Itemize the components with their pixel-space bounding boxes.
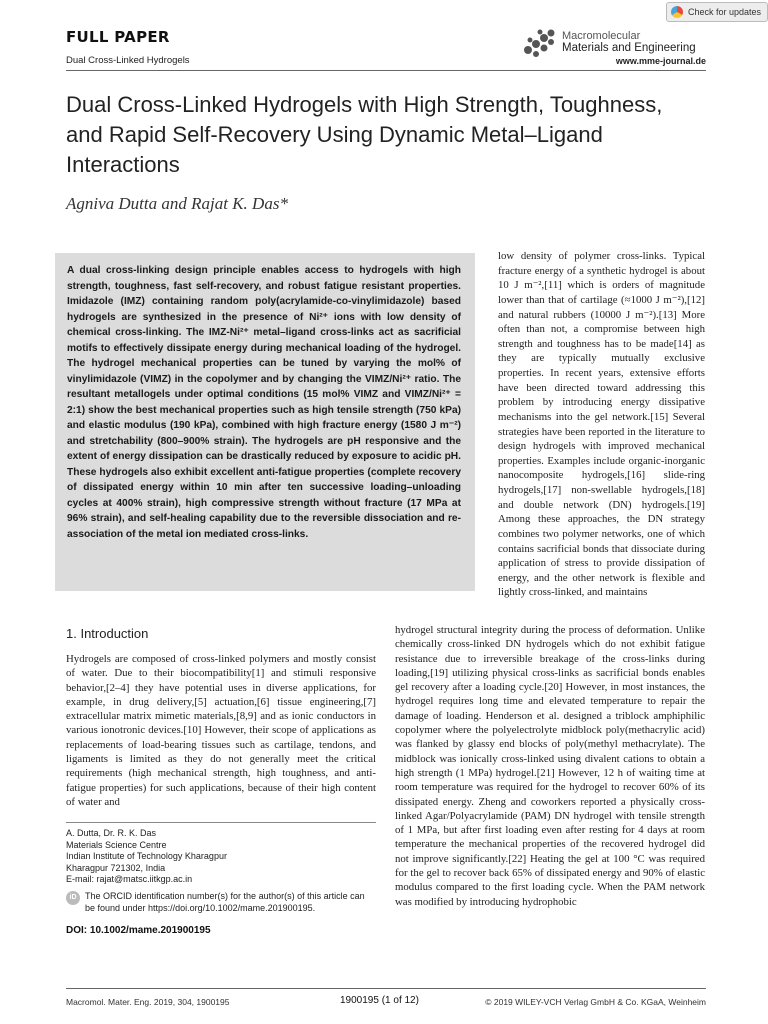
body-paragraph: hydrogel structural integrity during the process of deformation. Unlike chemically cross-linked DN hydrogels which do not exhibit fatigue resistance due to irreversible breakage of the cross-links during loading,[19] utilizing physical cross-links as sacrificial bonds enables gel recovery after a loading cycle.[20] However, in most instances, the hydrogel requires long time and elevated temperature to repair the damage of loading. Henderson et al. designed a triblock amphiphilic copolymer where the polyelectrolyte midblock poly(methacrylic acid) was flanked by glassy end blocks of poly(methyl methacrylate). The midblock was ionically cross-linked using divalent cations to obtain a high strength (1 MPa) hydrogel.[21] However, 12 h of waiting time at room temperature was required for the hydrogel to recover 60% of its dissipated energy. Zheng and coworkers reported a physically cross-linked Agar/Polyacrylamide (PAM) DN hydrogel with tensile strength of 1 MPa, but after first loading even after resting for 4 days at room temperature the mechanical properties of the recovered hydrogel did not improve significantly.[22] Heating the gel at 100 °C was required for the gel to recover back 65% of dissipated energy and 90% of elastic modulus compared to the first loading cycle. When the PAM network was modified by introducing hydrophobic bbox=[395, 624, 705, 908]
check-for-updates-button[interactable] bbox=[666, 2, 768, 22]
affiliation-authors: A. Dutta, Dr. R. K. Das bbox=[66, 828, 157, 838]
check-for-updates-label: Check for updates bbox=[688, 7, 762, 17]
affiliation-dept: Materials Science Centre bbox=[66, 839, 167, 850]
orcid-icon: iD bbox=[66, 891, 80, 905]
body-text-left-column bbox=[66, 652, 376, 809]
article-title: Dual Cross-Linked Hydrogels with High Strength, Toughness, and Rapid Self-Recovery Using Dynamic Metal–Ligand Interactions bbox=[66, 92, 663, 177]
citation-footer: Macromol. Mater. Eng. 2019, 304, 1900195 bbox=[66, 997, 230, 1007]
crossmark-icon bbox=[671, 6, 683, 18]
author-list: Agniva Dutta and Rajat K. Das* bbox=[66, 194, 288, 213]
body-paragraph: low density of polymer cross-links. Typical fracture energy of a synthetic hydrogel is about 10 J m⁻²,[11] which is orders of magnitude lower than that of cartilage (≈1000 J m⁻²),[12] and natural rubbers (10000 J m⁻²).[13] More often than not, a compromise between high strength and toughness has to be made[14] as they are typically mutually exclusive properties. In recent years, extensive efforts have been directed toward addressing this problem by introducing energy dissipative mechanisms into the gel network.[15] Several strategies have been reported in the literature to design hydrogels with improved mechanical properties. Examples include organic-inorganic nanocomposite hydrogels,[16] slide-ring hydrogels,[17] non-swellable hydrogels,[18] and double network (DN) hydrogels.[19] Among these approaches, the DN strategy combines two polymer networks, one of which contains sacrificial bonds that dissociate during application of stress to provide dissipation of energy, and the other network is flexible and lightly cross-linked, and maintains bbox=[498, 250, 705, 599]
copyright-footer: © 2019 WILEY-VCH Verlag GmbH & Co. KGaA, Weinheim bbox=[485, 997, 706, 1007]
affiliation-address: Kharagpur 721302, India bbox=[66, 862, 166, 873]
header-divider bbox=[66, 70, 706, 71]
journal-name-line1: Macromolecular bbox=[562, 30, 641, 42]
orcid-text[interactable]: The ORCID identification number(s) for the author(s) of this article can be found under https://doi.org/10.1002/mame.201900195. bbox=[85, 891, 365, 913]
affiliation-email[interactable]: E-mail: rajat@matsc.iitkgp.ac.in bbox=[66, 874, 193, 884]
abstract-box bbox=[55, 253, 475, 591]
affiliation-block bbox=[66, 828, 376, 886]
journal-url[interactable]: www.mme-journal.de bbox=[615, 56, 706, 66]
body-text-lower-right-column bbox=[395, 623, 705, 909]
orcid-note bbox=[66, 891, 376, 914]
body-text-right-column bbox=[498, 249, 705, 600]
doi-link[interactable]: DOI: 10.1002/mame.201900195 bbox=[66, 925, 211, 936]
section-heading: 1. Introduction bbox=[66, 626, 149, 641]
page-number: 1900195 (1 of 12) bbox=[340, 995, 419, 1006]
running-head: Dual Cross-Linked Hydrogels bbox=[66, 55, 190, 66]
body-paragraph: Hydrogels are composed of cross-linked polymers and mostly consist of water. Due to their biocompatibility[1] and stimuli responsive behavior,[2–4] they have potential uses in diverse applications, for example, in drug delivery,[5] actuation,[6] tissue engineering,[7] extracellular matrix mimetic materials,[8,9] and as ionic conductors in various ionotronic devices.[10] However, their scope of applications as replacements of load-bearing tissues such as cartilage, tendons, and ligaments is limited as they do not generally meet the critical requirements (high mechanical strength, high toughness, and anti-fatigue properties) for such applications, because of their high content of water and bbox=[66, 653, 376, 808]
affiliation-institute: Indian Institute of Technology Kharagpur bbox=[66, 851, 227, 861]
abstract-text: A dual cross-linking design principle enables access to hydrogels with high strength, toughness, fast self-recovery, and robust fatigue resistant properties. Imidazole (IMZ) containing random poly(acrylamide-co-vinylimidazole) based hydrogels are synthesized in the presence of Ni²⁺ ions with low density of chemical cross-linking. The IMZ-Ni²⁺ metal–ligand cross-links act as sacrificial motifs to effectively dissipate energy during mechanical loading of the hydrogel. The hydrogel mechanical properties can be tuned by varying the mol% of vinylimidazole (VIMZ) in the copolymer and by changing the VIMZ/Ni²⁺ ratio. The resultant metallogels under optimal conditions (15 mol% VIMZ and VIMZ/Ni²⁺ = 2:1) show the best mechanical properties such as high tensile strength (750 kPa) and elastic modulus (190 kPa), combined with high fracture energy (1580 J m⁻²) and stretchability (800–900% strain). The hydrogels are pH responsive and the extent of energy dissipation can be drastically reduced by exposure to acidic pH. These hydrogels also exhibit excellent anti-fatigue properties (complete recovery of dissipated energy within 10 min after ten successive loading–unloading cycles at 400% strain), high compressive strength without fracture (17 MPa at 96% strain), and self-healing capability due to the reversible dissociation and re-association of the metal ion mediated cross-links. bbox=[67, 265, 461, 540]
journal-logo-icon bbox=[520, 26, 560, 60]
affiliation-divider bbox=[66, 822, 376, 823]
footer-divider bbox=[66, 988, 706, 989]
section-label: FULL PAPER bbox=[66, 28, 170, 46]
journal-name-line2: Materials and Engineering bbox=[562, 42, 696, 54]
